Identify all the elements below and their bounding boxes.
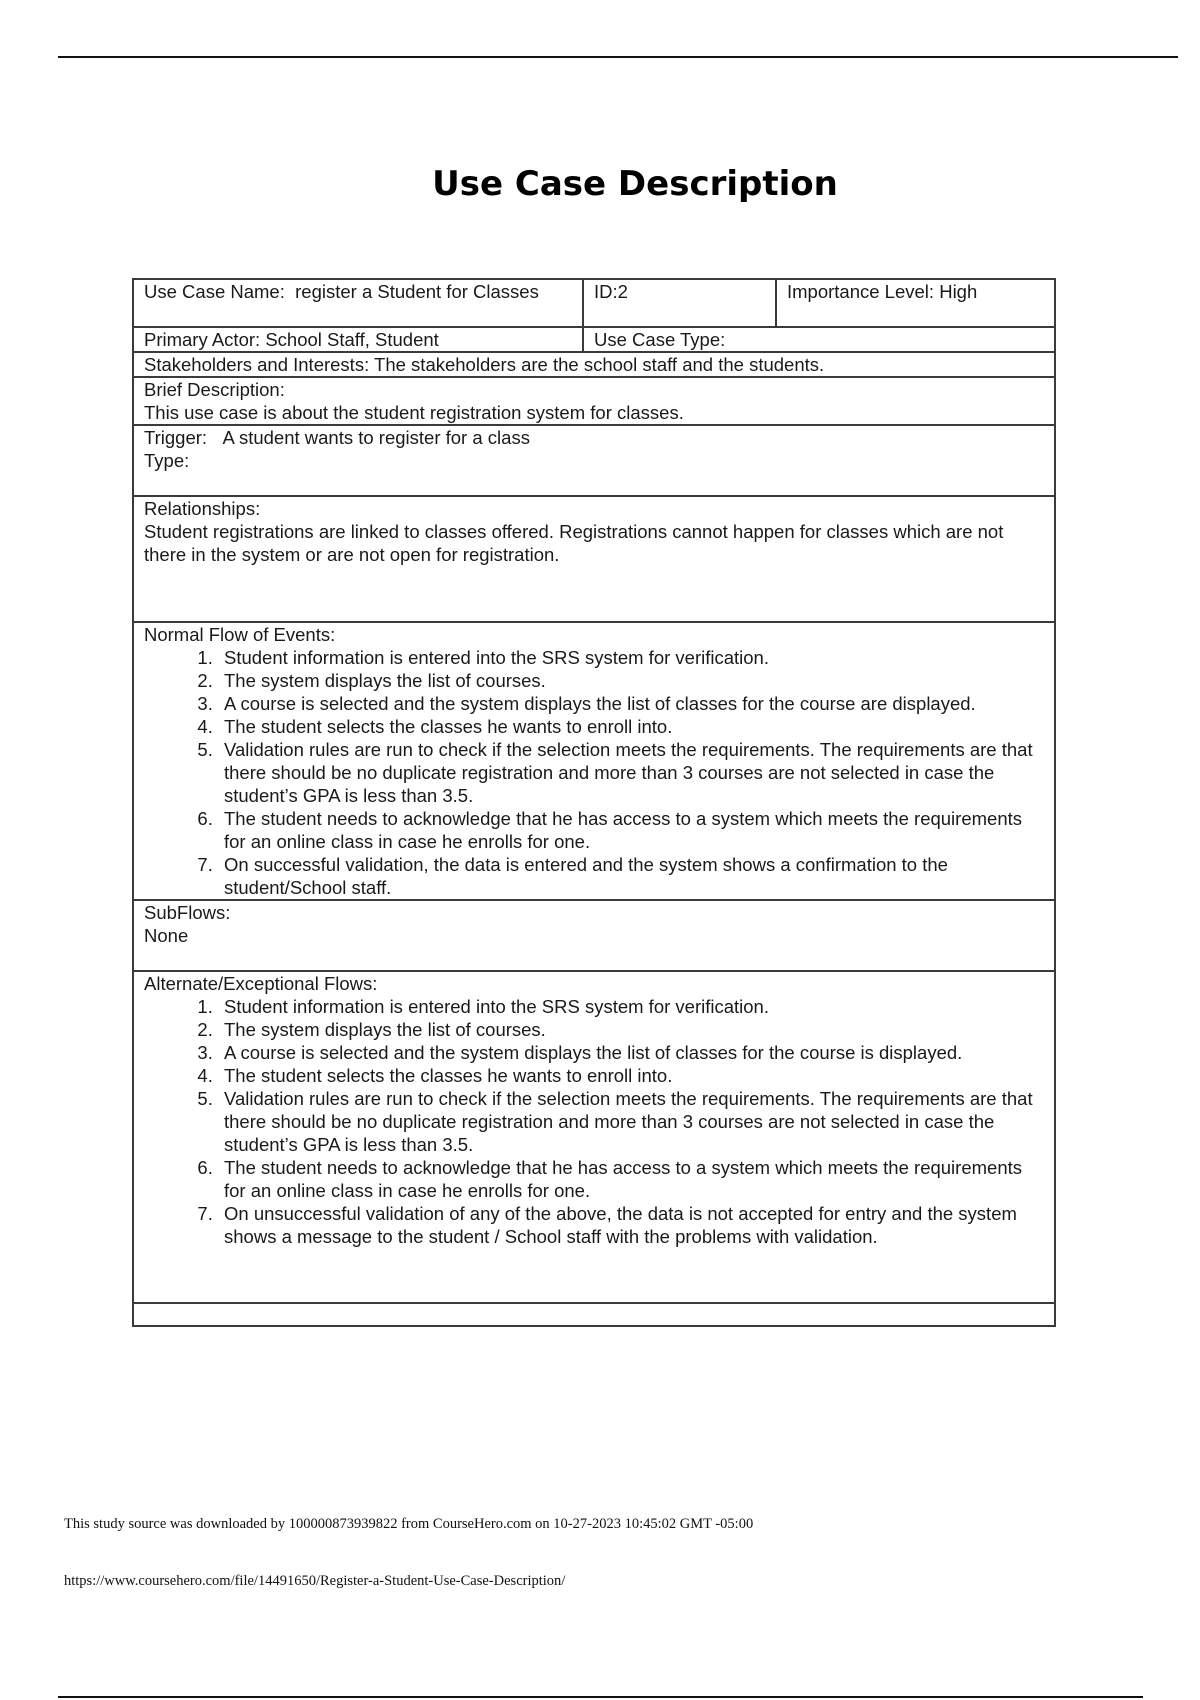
use-case-type-label: Use Case Type: [594, 329, 726, 350]
normal-flow-step: 7. On successful validation, the data is entered and the system shows a confirmation to the student/School staff. [218, 853, 1044, 899]
subflows-label: SubFlows: [144, 902, 231, 923]
normal-flow-list [144, 646, 1044, 899]
normal-flow-step: 1. Student information is entered into the SRS system for verification. [218, 646, 1044, 669]
alternate-flow-step: 3. A course is selected and the system displays the list of classes for the course is displayed. [218, 1041, 1044, 1064]
normal-flow-step: 3. A course is selected and the system displays the list of classes for the course are displayed. [218, 692, 1044, 715]
alternate-flow-step: 5. Validation rules are run to check if the selection meets the requirements. The requirements are that there should be no duplicate registration and more than 3 courses are not selected in case the student’s GPA is less than 3.5. [218, 1087, 1044, 1156]
stakeholders-label: Stakeholders and Interests: [144, 354, 370, 375]
row-stakeholders [133, 352, 1055, 377]
primary-actor-cell [133, 327, 583, 352]
download-notice: This study source was downloaded by 100000873939822 from CourseHero.com on 10-27-2023 10:45:02 GMT -05:00 [64, 1516, 754, 1532]
importance-cell [776, 279, 1055, 327]
normal-flow-label: Normal Flow of Events: [144, 624, 336, 645]
subflows-cell [133, 900, 1055, 971]
alternate-flow-step: 2. The system displays the list of courses. [218, 1018, 1044, 1041]
primary-actor-label: Primary Actor: [144, 329, 261, 350]
use-case-name-label: Use Case Name: [144, 281, 285, 302]
row-subflows [133, 900, 1055, 971]
relationships-label: Relationships: [144, 498, 261, 519]
row-relationships [133, 496, 1055, 622]
alternate-flow-step: 4. The student selects the classes he wants to enroll into. [218, 1064, 1044, 1087]
row-normal-flow [133, 622, 1055, 900]
primary-actor-value: School Staff, Student [265, 329, 439, 350]
relationships-cell [133, 496, 1055, 622]
alternate-flow-step: 7. On unsuccessful validation of any of the above, the data is not accepted for entry and the system shows a message to the student / School staff with the problems with validation. [218, 1202, 1044, 1248]
normal-flow-step: 2. The system displays the list of courses. [218, 669, 1044, 692]
trigger-cell [133, 425, 1055, 496]
relationships-value: Student registrations are linked to classes offered. Registrations cannot happen for classes which are not there in the system or are not open for registration. [144, 521, 1004, 565]
trigger-label: Trigger: [144, 427, 208, 448]
source-url[interactable]: https://www.coursehero.com/file/14491650/Register-a-Student-Use-Case-Description/ [64, 1573, 566, 1589]
row-trigger [133, 425, 1055, 496]
normal-flow-step: 4. The student selects the classes he wants to enroll into. [218, 715, 1044, 738]
id-value: 2 [617, 281, 628, 302]
importance-value: High [939, 281, 978, 302]
normal-flow-cell [133, 622, 1055, 900]
empty-cell [133, 1303, 1055, 1326]
brief-description-value: This use case is about the student registration system for classes. [144, 402, 684, 423]
alternate-flows-label: Alternate/Exceptional Flows: [144, 973, 378, 994]
row-actor-type [133, 327, 1055, 352]
use-case-type-cell [583, 327, 1055, 352]
brief-description-label: Brief Description: [144, 379, 285, 400]
alternate-flow-step: 1. Student information is entered into the SRS system for verification. [218, 995, 1044, 1018]
top-rule [58, 56, 1178, 58]
alternate-flows-cell [133, 971, 1055, 1303]
row-name-id-importance [133, 279, 1055, 327]
subflows-value: None [144, 925, 189, 946]
normal-flow-step: 6. The student needs to acknowledge that he has access to a system which meets the requirements for an online class in case he enrolls for one. [218, 807, 1044, 853]
row-brief-description [133, 377, 1055, 425]
alternate-flow-step: 6. The student needs to acknowledge that he has access to a system which meets the requirements for an online class in case he enrolls for one. [218, 1156, 1044, 1202]
row-alternate-flows [133, 971, 1055, 1303]
use-case-name-value: register a Student for Classes [295, 281, 539, 302]
trigger-value: A student wants to register for a class [222, 427, 530, 448]
stakeholders-value: The stakeholders are the school staff and the students. [374, 354, 825, 375]
brief-description-cell [133, 377, 1055, 425]
trigger-type-label: Type: [144, 450, 190, 471]
bottom-rule [58, 1696, 1143, 1698]
use-case-name-cell [133, 279, 583, 327]
stakeholders-cell [133, 352, 1055, 377]
use-case-table [132, 278, 1056, 1327]
id-cell [583, 279, 776, 327]
normal-flow-step: 5. Validation rules are run to check if the selection meets the requirements. The requirements are that there should be no duplicate registration and more than 3 courses are not selected in case the student’s GPA is less than 3.5. [218, 738, 1044, 807]
id-label: ID: [594, 281, 618, 302]
importance-label: Importance Level: [787, 281, 935, 302]
row-empty [133, 1303, 1055, 1326]
page-title: Use Case Description [432, 164, 838, 204]
alternate-flow-list [144, 995, 1044, 1248]
